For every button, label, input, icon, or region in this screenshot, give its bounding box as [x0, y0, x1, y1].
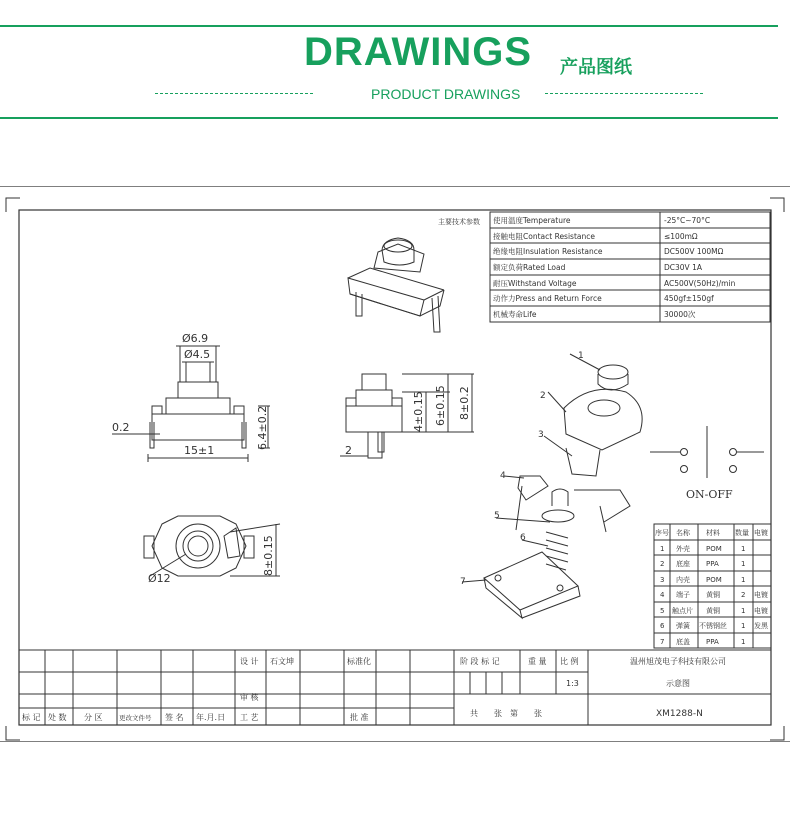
parts-cell: 6 [660, 622, 665, 630]
spec-value: AC500V(50Hz)/min [664, 279, 736, 288]
parts-cell: 外壳 [676, 545, 690, 553]
parts-cell: 黄铜 [706, 591, 720, 599]
tb-sheets: 共 张 第 张 [470, 709, 542, 718]
dim-d12: Ø12 [148, 572, 171, 585]
parts-cell: 电镀 [754, 591, 768, 599]
tb-design: 设 计 [240, 657, 259, 666]
exploded-label: 4 [500, 471, 506, 481]
parts-cell: 不锈钢丝 [699, 622, 727, 630]
parts-cell: 1 [660, 545, 665, 553]
tb-mark: 年.月.日 [196, 713, 226, 722]
header-bottom-line [0, 117, 778, 119]
parts-cell: POM [706, 545, 722, 553]
spec-param: 动作力Press and Return Force [493, 294, 602, 303]
tb-company: 温州旭茂电子科技有限公司 [630, 657, 726, 666]
parts-cell: 1 [741, 607, 746, 615]
dim-w02: 0.2 [112, 421, 130, 434]
tb-mark: 处 数 [48, 713, 67, 722]
parts-cell: 5 [660, 607, 665, 615]
parts-cell: 底盖 [676, 638, 690, 646]
tb-code: XM1288-N [656, 709, 703, 719]
dim-h6: 6±0.15 [434, 385, 447, 426]
exploded-label: 3 [538, 430, 544, 440]
spec-param: 绝缘电阻Insulation Resistance [493, 247, 603, 256]
parts-cell: 1 [741, 622, 746, 630]
parts-cell: POM [706, 576, 722, 584]
page-title: DRAWINGS [304, 30, 532, 74]
parts-cell: 3 [660, 576, 665, 584]
parts-cell: 4 [660, 591, 665, 599]
tb-approve: 批 准 [350, 713, 369, 722]
parts-cell: 7 [660, 638, 665, 646]
spec-value: DC30V 1A [664, 263, 702, 272]
parts-cell: 底座 [676, 560, 690, 568]
parts-cell: 1 [741, 545, 746, 553]
parts-cell: PPA [706, 560, 719, 568]
spec-param: 接触电阻Contact Resistance [493, 232, 595, 241]
dim-h815: 8±0.15 [262, 535, 275, 576]
dim-w15: 15±1 [184, 444, 215, 457]
parts-cell: 1 [741, 638, 746, 646]
parts-cell: 2 [741, 591, 746, 599]
page-subtitle: PRODUCT DRAWINGS [371, 86, 521, 102]
tb-standard: 标准化 [347, 657, 371, 666]
parts-header: 电镀 [754, 529, 768, 537]
tb-process: 工 艺 [240, 713, 259, 722]
parts-header: 数量 [735, 529, 749, 537]
spec-heading: 主要技术参数 [438, 218, 480, 226]
parts-cell: 黄铜 [706, 607, 720, 615]
parts-cell: 1 [741, 560, 746, 568]
spec-value: 30000次 [664, 310, 696, 319]
parts-cell: 1 [741, 576, 746, 584]
parts-cell: PPA [706, 638, 719, 646]
switch-label: ON-OFF [686, 488, 733, 501]
exploded-label: 1 [578, 351, 584, 361]
spec-param: 使用温度Temperature [493, 216, 571, 225]
tb-scale-label: 比 例 [560, 657, 579, 666]
dim-d45: Ø4.5 [184, 348, 211, 361]
tb-drawing-name: 示意图 [666, 679, 690, 688]
parts-cell: 触点片 [672, 607, 693, 615]
subtitle-dash-left [155, 93, 313, 94]
spec-param: 机械寿命Life [493, 310, 537, 319]
exploded-label: 6 [520, 533, 526, 543]
tb-stage: 阶 段 标 记 [460, 657, 500, 666]
dim-h4: 4±0.15 [412, 391, 425, 432]
spec-value: -25°C~70°C [664, 216, 711, 225]
parts-cell: 端子 [676, 591, 690, 599]
header-top-line [0, 25, 778, 27]
parts-cell: 弹簧 [676, 622, 690, 630]
exploded-label: 7 [460, 577, 466, 587]
spec-param: 耐压Withstand Voltage [493, 279, 577, 288]
exploded-label: 5 [494, 511, 500, 521]
spec-value: 450gf±150gf [664, 294, 714, 303]
tb-review: 审 核 [240, 693, 259, 702]
tb-mark: 标 记 [22, 713, 41, 722]
spec-value: DC500V 100MΩ [664, 247, 724, 256]
parts-cell: 内壳 [676, 576, 690, 584]
parts-cell: 发黑 [754, 622, 768, 630]
dim-w2: 2 [345, 444, 352, 457]
dim-d69: Ø6.9 [182, 332, 209, 345]
parts-header: 名称 [676, 529, 690, 537]
exploded-label: 2 [540, 391, 546, 401]
tb-scale: 1:3 [566, 679, 579, 688]
parts-header: 序号 [655, 529, 669, 537]
tb-mark: 分 区 [84, 713, 103, 722]
tb-designer: 石文坤 [270, 657, 294, 666]
page-title-cn: 产品图纸 [560, 57, 632, 77]
parts-cell: 2 [660, 560, 665, 568]
dim-h8: 8±0.2 [458, 386, 471, 420]
parts-cell: 电镀 [754, 607, 768, 615]
dim-h64: 6.4±0.2 [256, 405, 269, 450]
technical-drawing [0, 186, 790, 742]
parts-header: 材料 [706, 529, 720, 537]
tb-weight: 重 量 [528, 657, 547, 666]
tb-mark: 签 名 [165, 713, 184, 722]
spec-value: ≤100mΩ [664, 232, 698, 241]
tb-mark: 更改文件号 [119, 714, 152, 722]
spec-param: 额定负荷Rated Load [493, 263, 566, 272]
subtitle-dash-right [545, 93, 703, 94]
